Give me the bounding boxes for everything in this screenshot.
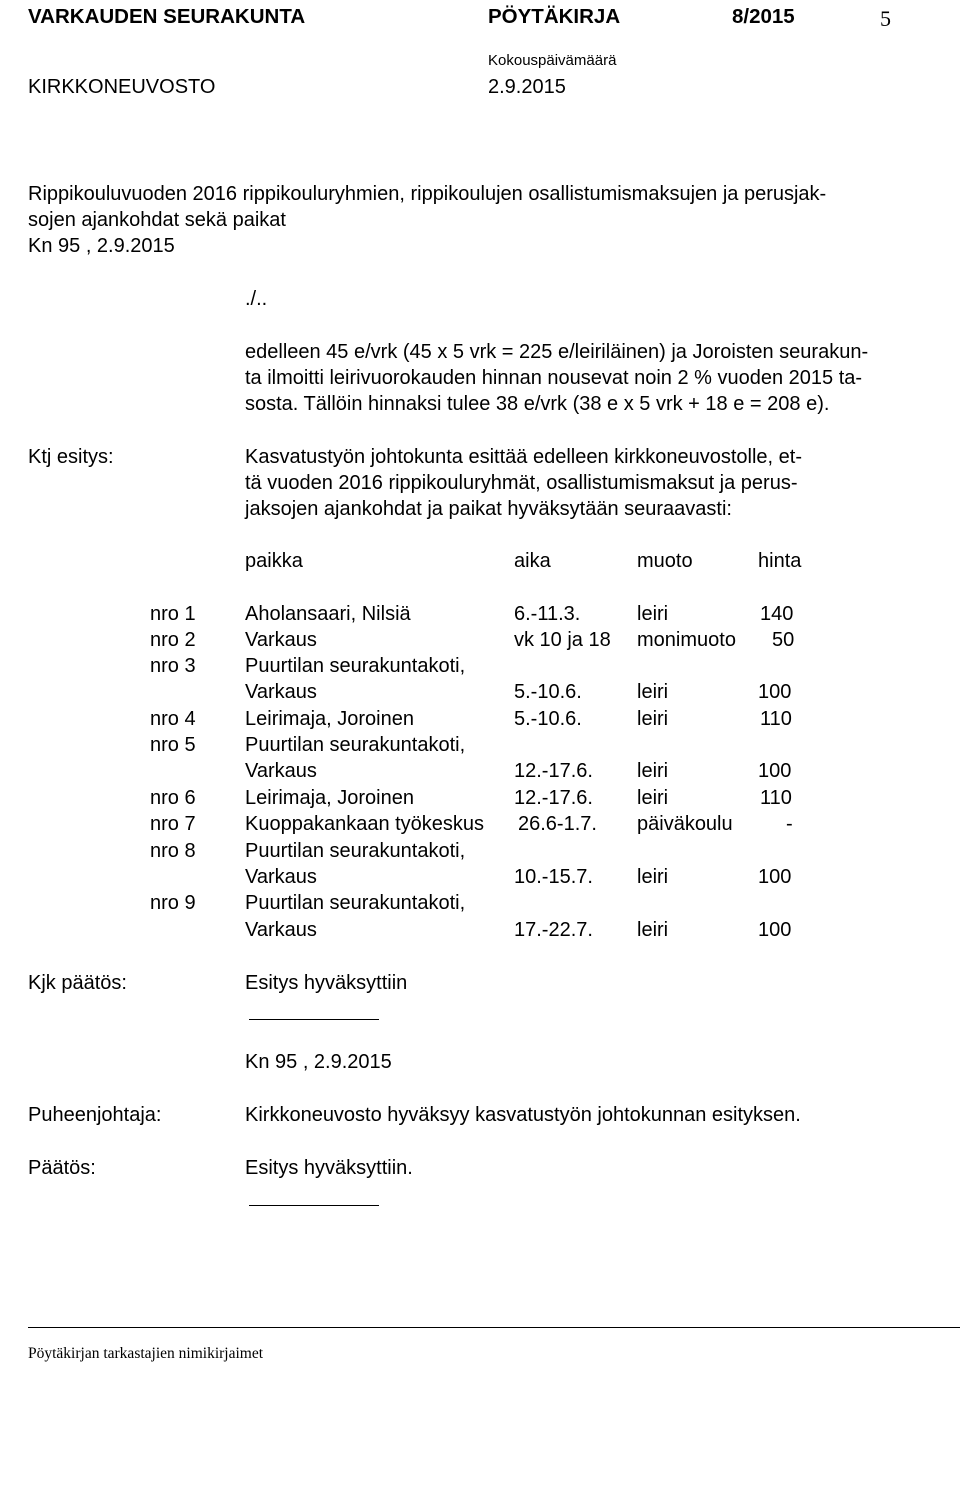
separator-rule xyxy=(249,1205,379,1206)
intro-line-2: ta ilmoitti leirivuorokauden hinnan nousevat noin 2 % vuoden 2015 ta- xyxy=(245,367,863,389)
row-muoto: leiri xyxy=(637,760,669,782)
row-muoto: päiväkoulu xyxy=(637,813,733,835)
title-line-1: Rippikouluvuoden 2016 rippikouluryhmien, rippikoulujen osallistumismaksujen ja perusjak- xyxy=(28,183,827,205)
row-paikka: Puurtilan seurakuntakoti, xyxy=(245,840,466,862)
title-line-3: Kn 95 , 2.9.2015 xyxy=(28,235,175,257)
document-number: 8/2015 xyxy=(732,5,795,28)
row-hinta: 100 xyxy=(758,681,792,703)
proposal-line-1: Kasvatustyön johtokunta esittää edelleen kirkkoneuvostolle, et- xyxy=(245,446,803,468)
chair-label: Puheenjohtaja: xyxy=(28,1104,162,1126)
row-hinta: 110 xyxy=(760,708,792,730)
row-aika: 12.-17.6. xyxy=(514,787,593,809)
row-paikka: Leirimaja, Joroinen xyxy=(245,787,414,809)
row-hinta: 50 xyxy=(772,629,795,651)
kjk-decision-label: Kjk päätös: xyxy=(28,972,127,994)
row-paikka: Puurtilan seurakuntakoti, xyxy=(245,892,466,914)
separator-rule xyxy=(249,1019,379,1020)
row-muoto: leiri xyxy=(637,708,669,730)
table-header-aika: aika xyxy=(514,550,551,572)
document-type: PÖYTÄKIRJA xyxy=(488,5,621,28)
row-hinta: 100 xyxy=(758,760,792,782)
chair-text: Kirkkoneuvosto hyväksyy kasvatustyön johtokunnan esityksen. xyxy=(245,1104,801,1126)
row-paikka: Varkaus xyxy=(245,681,317,703)
table-header-paikka: paikka xyxy=(245,550,303,572)
intro-line-3: sosta. Tällöin hinnaksi tulee 38 e/vrk (38 e x 5 vrk + 18 e = 208 e). xyxy=(245,393,830,415)
page-number: 5 xyxy=(880,6,891,31)
row-paikka: Aholansaari, Nilsiä xyxy=(245,603,411,625)
row-nro: nro 3 xyxy=(150,655,196,677)
footer-divider xyxy=(28,1327,960,1328)
governing-body: KIRKKONEUVOSTO xyxy=(28,76,216,98)
proposal-line-2: tä vuoden 2016 rippikouluryhmät, osallistumismaksut ja perus- xyxy=(245,472,798,494)
row-muoto: leiri xyxy=(637,866,669,888)
row-aika: 10.-15.7. xyxy=(514,866,593,888)
row-paikka: Puurtilan seurakuntakoti, xyxy=(245,655,466,677)
row-hinta: 100 xyxy=(758,866,792,888)
kjk-decision-text: Esitys hyväksyttiin xyxy=(245,972,408,994)
decision-label: Päätös: xyxy=(28,1157,96,1179)
title-line-2: sojen ajankohdat sekä paikat xyxy=(28,209,286,231)
row-aika: 5.-10.6. xyxy=(514,708,582,730)
row-nro: nro 9 xyxy=(150,892,196,914)
row-paikka: Varkaus xyxy=(245,629,317,651)
row-nro: nro 4 xyxy=(150,708,196,730)
row-paikka: Varkaus xyxy=(245,919,317,941)
table-header-hinta: hinta xyxy=(758,550,802,572)
row-nro: nro 8 xyxy=(150,840,196,862)
row-paikka: Puurtilan seurakuntakoti, xyxy=(245,734,466,756)
row-aika: 26.6-1.7. xyxy=(518,813,597,835)
organization-name: VARKAUDEN SEURAKUNTA xyxy=(28,5,306,28)
row-muoto: leiri xyxy=(637,919,669,941)
table-header-muoto: muoto xyxy=(637,550,693,572)
row-muoto: leiri xyxy=(637,603,669,625)
row-hinta: - xyxy=(786,813,793,835)
row-aika: 17.-22.7. xyxy=(514,919,593,941)
meeting-date: 2.9.2015 xyxy=(488,76,566,98)
row-muoto: leiri xyxy=(637,681,669,703)
row-nro: nro 7 xyxy=(150,813,196,835)
proposal-line-3: jaksojen ajankohdat ja paikat hyväksytään seuraavasti: xyxy=(245,498,732,520)
row-paikka: Kuoppakankaan työkeskus xyxy=(245,813,485,835)
row-muoto: leiri xyxy=(637,787,669,809)
meeting-date-label: Kokouspäivämäärä xyxy=(488,52,617,69)
row-nro: nro 2 xyxy=(150,629,196,651)
row-nro: nro 1 xyxy=(150,603,196,625)
row-aika: 6.-11.3. xyxy=(514,603,581,625)
footer-text: Pöytäkirjan tarkastajien nimikirjaimet xyxy=(28,1345,264,1362)
row-hinta: 140 xyxy=(760,603,794,625)
row-aika: vk 10 ja 18 xyxy=(514,629,611,651)
row-nro: nro 5 xyxy=(150,734,196,756)
decision-text: Esitys hyväksyttiin. xyxy=(245,1157,413,1179)
row-paikka: Varkaus xyxy=(245,760,317,782)
row-muoto: monimuoto xyxy=(637,629,736,651)
continuation-mark: ./.. xyxy=(245,288,268,310)
row-aika: 12.-17.6. xyxy=(514,760,593,782)
row-hinta: 100 xyxy=(758,919,792,941)
intro-line-1: edelleen 45 e/vrk (45 x 5 vrk = 225 e/leiriläinen) ja Joroisten seurakun- xyxy=(245,341,869,363)
row-paikka: Varkaus xyxy=(245,866,317,888)
row-aika: 5.-10.6. xyxy=(514,681,582,703)
kn-reference: Kn 95 , 2.9.2015 xyxy=(245,1051,392,1073)
proposal-label: Ktj esitys: xyxy=(28,446,114,468)
row-paikka: Leirimaja, Joroinen xyxy=(245,708,414,730)
row-hinta: 110 xyxy=(760,787,792,809)
row-nro: nro 6 xyxy=(150,787,196,809)
